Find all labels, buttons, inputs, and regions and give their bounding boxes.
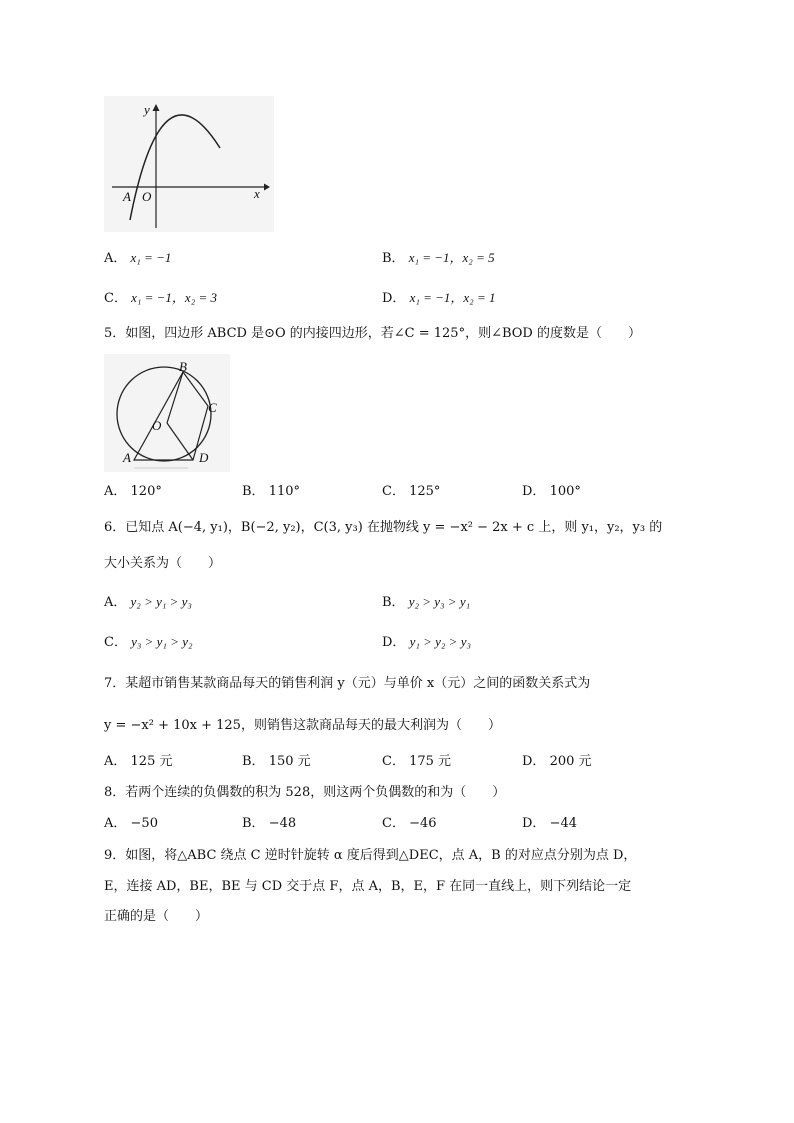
q4-option-a[interactable] [104, 248, 171, 269]
option-text: 125 元 [130, 754, 173, 769]
q5-option-d[interactable] [522, 482, 581, 502]
center-o-label: O [152, 418, 162, 433]
parabola-graph-figure [104, 96, 274, 232]
q5-stem: 5．如图，四边形 ABCD 是⊙O 的内接四边形，若∠C = 125°，则∠BOD 的度数是（ ） [104, 326, 641, 341]
option-text: y₃ > y₁ > y₂ [131, 634, 193, 649]
q9-stem-line1: 9．如图，将△ABC 绕点 C 逆时针旋转 α 度后得到△DEC，点 A，B 的对应点分别为点 D， [104, 848, 637, 863]
q9-stem-line3: 正确的是（ ） [104, 909, 209, 924]
option-text: 125° [409, 484, 441, 499]
option-letter: D． [522, 816, 546, 831]
option-letter: C． [104, 291, 127, 306]
option-letter: C． [382, 754, 405, 769]
q8-option-d[interactable] [522, 814, 577, 834]
option-text: 110° [268, 484, 301, 499]
vertex-c-label: C [208, 400, 217, 415]
y-axis-label: y [144, 102, 150, 117]
q8-option-a[interactable] [104, 814, 158, 834]
option-text: 175 元 [409, 754, 452, 769]
origin-label: O [142, 189, 152, 204]
option-text: x₁ = −1 [130, 250, 172, 265]
option-text: −46 [409, 816, 437, 831]
option-text: −44 [549, 816, 578, 831]
q4-option-b[interactable] [382, 248, 495, 269]
q8-stem: 8．若两个连续的负偶数的积为 528，则这两个负偶数的和为（ ） [104, 785, 506, 800]
x-axis-label: x [254, 186, 260, 201]
q6-option-a[interactable] [104, 592, 192, 613]
option-letter: D． [522, 754, 546, 769]
option-letter: A． [104, 754, 127, 769]
option-text: y₂ > y₁ > y₃ [130, 594, 192, 609]
option-text: 120° [130, 484, 162, 499]
option-text: 200 元 [549, 754, 592, 769]
vertex-b-label: B [179, 359, 187, 374]
option-letter: D． [382, 291, 406, 306]
option-letter: C． [382, 816, 405, 831]
option-text: −48 [268, 816, 297, 831]
q7-option-d[interactable] [522, 752, 592, 772]
q4-option-c[interactable] [104, 288, 217, 309]
vertex-d-label: D [199, 450, 209, 465]
q9-stem-line2: E，连接 AD，BE，BE 与 CD 交于点 F，点 A，B，E，F 在同一直线上，则下列结论一定 [104, 879, 632, 894]
option-letter: D． [382, 635, 406, 650]
option-text: 150 元 [268, 754, 311, 769]
option-text: x₁ = −1，x₂ = 1 [409, 290, 496, 305]
q6-option-b[interactable] [382, 592, 470, 613]
q4-option-d[interactable] [382, 288, 495, 309]
q8-option-b[interactable] [242, 814, 296, 834]
q7-option-c[interactable] [382, 752, 451, 772]
vertex-a-label: A [123, 450, 131, 465]
q5-option-a[interactable] [104, 482, 162, 502]
q6-stem-line1: 6．已知点 A(−4, y₁)，B(−2, y₂)，C(3, y₃) 在抛物线 y = −x² − 2x + c 上，则 y₁，y₂，y₃ 的 [104, 520, 663, 535]
option-text: y₁ > y₂ > y₃ [409, 634, 471, 649]
option-text: −50 [130, 816, 158, 831]
q7-stem-line1: 7．某超市销售某款商品每天的销售利润 y（元）与单价 x（元）之间的函数关系式为 [104, 676, 591, 691]
q7-option-b[interactable] [242, 752, 311, 772]
option-letter: C． [382, 484, 405, 499]
option-letter: B． [242, 816, 265, 831]
option-text: 100° [549, 484, 581, 499]
q5-option-c[interactable] [382, 482, 440, 502]
option-text: x₁ = −1，x₂ = 5 [408, 250, 495, 265]
inscribed-quadrilateral-figure [104, 354, 230, 472]
option-letter: A． [104, 484, 127, 499]
q6-stem-line2: 大小关系为（ ） [104, 556, 222, 571]
point-a-label: A [123, 189, 131, 204]
option-letter: C． [104, 635, 127, 650]
q7-stem-line2: y = −x² + 10x + 125，则销售这款商品每天的最大利润为（ ） [104, 718, 501, 733]
q6-option-c[interactable] [104, 632, 193, 653]
option-letter: B． [382, 251, 405, 266]
q5-option-b[interactable] [242, 482, 300, 502]
option-letter: B． [242, 484, 265, 499]
q8-option-c[interactable] [382, 814, 437, 834]
q7-option-a[interactable] [104, 752, 172, 772]
option-text: x₁ = −1，x₂ = 3 [131, 290, 217, 305]
q6-option-d[interactable] [382, 632, 471, 653]
option-letter: B． [242, 754, 265, 769]
option-text: y₂ > y₃ > y₁ [408, 594, 471, 609]
option-letter: A． [104, 251, 127, 266]
option-letter: A． [104, 816, 127, 831]
option-letter: B． [382, 595, 405, 610]
option-letter: D． [522, 484, 546, 499]
option-letter: A． [104, 595, 127, 610]
